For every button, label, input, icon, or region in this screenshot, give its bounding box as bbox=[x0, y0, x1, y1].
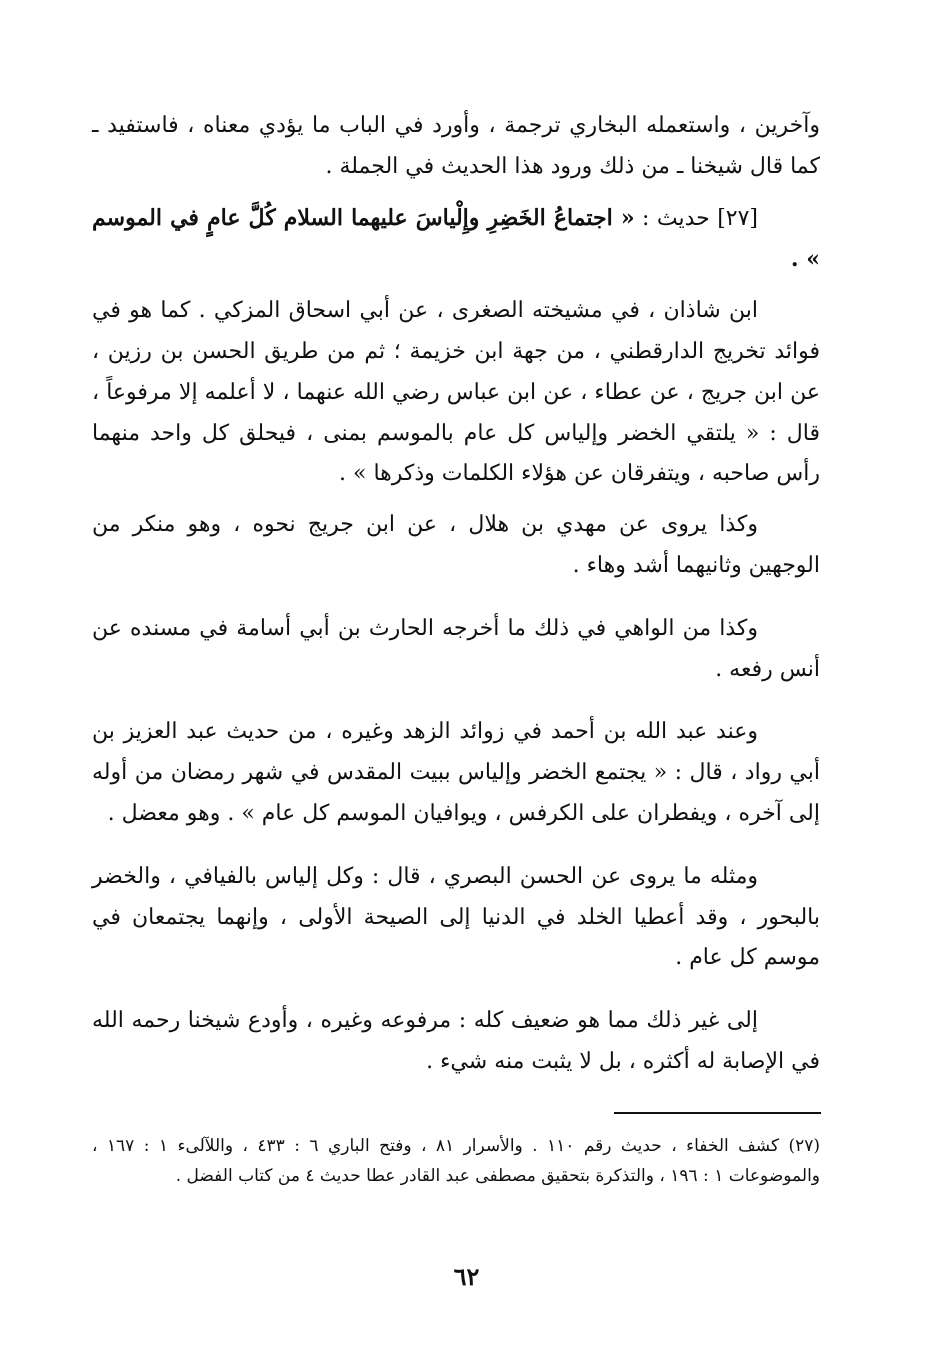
paragraph-1: وآخرين ، واستعمله البخاري ترجمة ، وأورد في الباب ما يؤدي معناه ، فاستفيد ـ كما قال شيخنا ـ من ذلك ورود هذا الحديث في الجملة . bbox=[92, 113, 820, 179]
hadith-number: [٢٧] bbox=[717, 205, 759, 231]
page-number: ٦٢ bbox=[453, 1262, 480, 1291]
paragraph-4: وكذا يروى عن مهدي بن هلال ، عن ابن جريج نحوه ، وهو منكر من الوجهين وثانيهما أشد وهاء . bbox=[92, 512, 820, 578]
hadith-label: حديث : bbox=[642, 205, 710, 231]
paragraph-3: ابن شاذان ، في مشيخته الصغرى ، عن أبي اسحاق المزكي . كما هو في فوائد تخريج الدارقطني ، من جهة ابن خزيمة ؛ ثم من طريق الحسن بن رزين ، عن ابن جريج ، عن عطاء ، عن ابن عباس رضي الله عنهما ، لا أعلمه إلا مرفوعاً ، قال : « يلتقي الخضر وإلياس كل عام بالموسم بمنى ، فيحلق كل واحد منهما رأس صاحبه ، ويتفرقان عن هؤلاء الكلمات وذكرها » . bbox=[92, 298, 820, 487]
footnote bbox=[92, 1131, 820, 1191]
hadith-title: « اجتماعُ الخَضِرِ وإِلْياسَ عليهما السلام كُلَّ عامٍ في الموسم » . bbox=[92, 204, 820, 273]
paragraph-7: ومثله ما يروى عن الحسن البصري ، قال : وكل إلياس بالفيافي ، والخضر بالبحور ، وقد أعطيا الخلد في الدنيا إلى الصيحة الأولى ، وإنهما يجتمعان في موسم كل عام . bbox=[92, 863, 821, 971]
paragraph-6: وعند عبد الله بن أحمد في زوائد الزهد وغيره ، من حديث عبد العزيز بن أبي رواد ، قال : « يجتمع الخضر وإلياس ببيت المقدس في شهر رمضان من أوله إلى آخره ، ويفطران على الكرفس ، ويوافيان الموسم كل عام » . وهو معضل . bbox=[92, 719, 820, 826]
footnote-text: (٢٧) كشف الخفاء ، حديث رقم ١١٠ . والأسرار ٨١ ، وفتح الباري ٦ : ٤٣٣ ، واللآلىء ١ : ١٦٧ ، والموضوعات ١ : ١٩٦ ، والتذكرة بتحقيق مصطفى عبد القادر عطا حديث ٤ من كتاب الفضل . bbox=[92, 1136, 820, 1186]
paragraph-8: إلى غير ذلك مما هو ضعيف كله : مرفوعه وغيره ، وأودع شيخنا رحمه الله في الإصابة له أكثره ، بل لا يثبت منه شيء . bbox=[92, 1008, 820, 1074]
paragraph-5: وكذا من الواهي في ذلك ما أخرجه الحارث بن أبي أسامة في مسنده عن أنس رفعه . bbox=[92, 615, 820, 682]
main-text bbox=[92, 106, 820, 1083]
hadith-heading bbox=[92, 198, 820, 282]
footnote-divider bbox=[614, 1112, 821, 1114]
